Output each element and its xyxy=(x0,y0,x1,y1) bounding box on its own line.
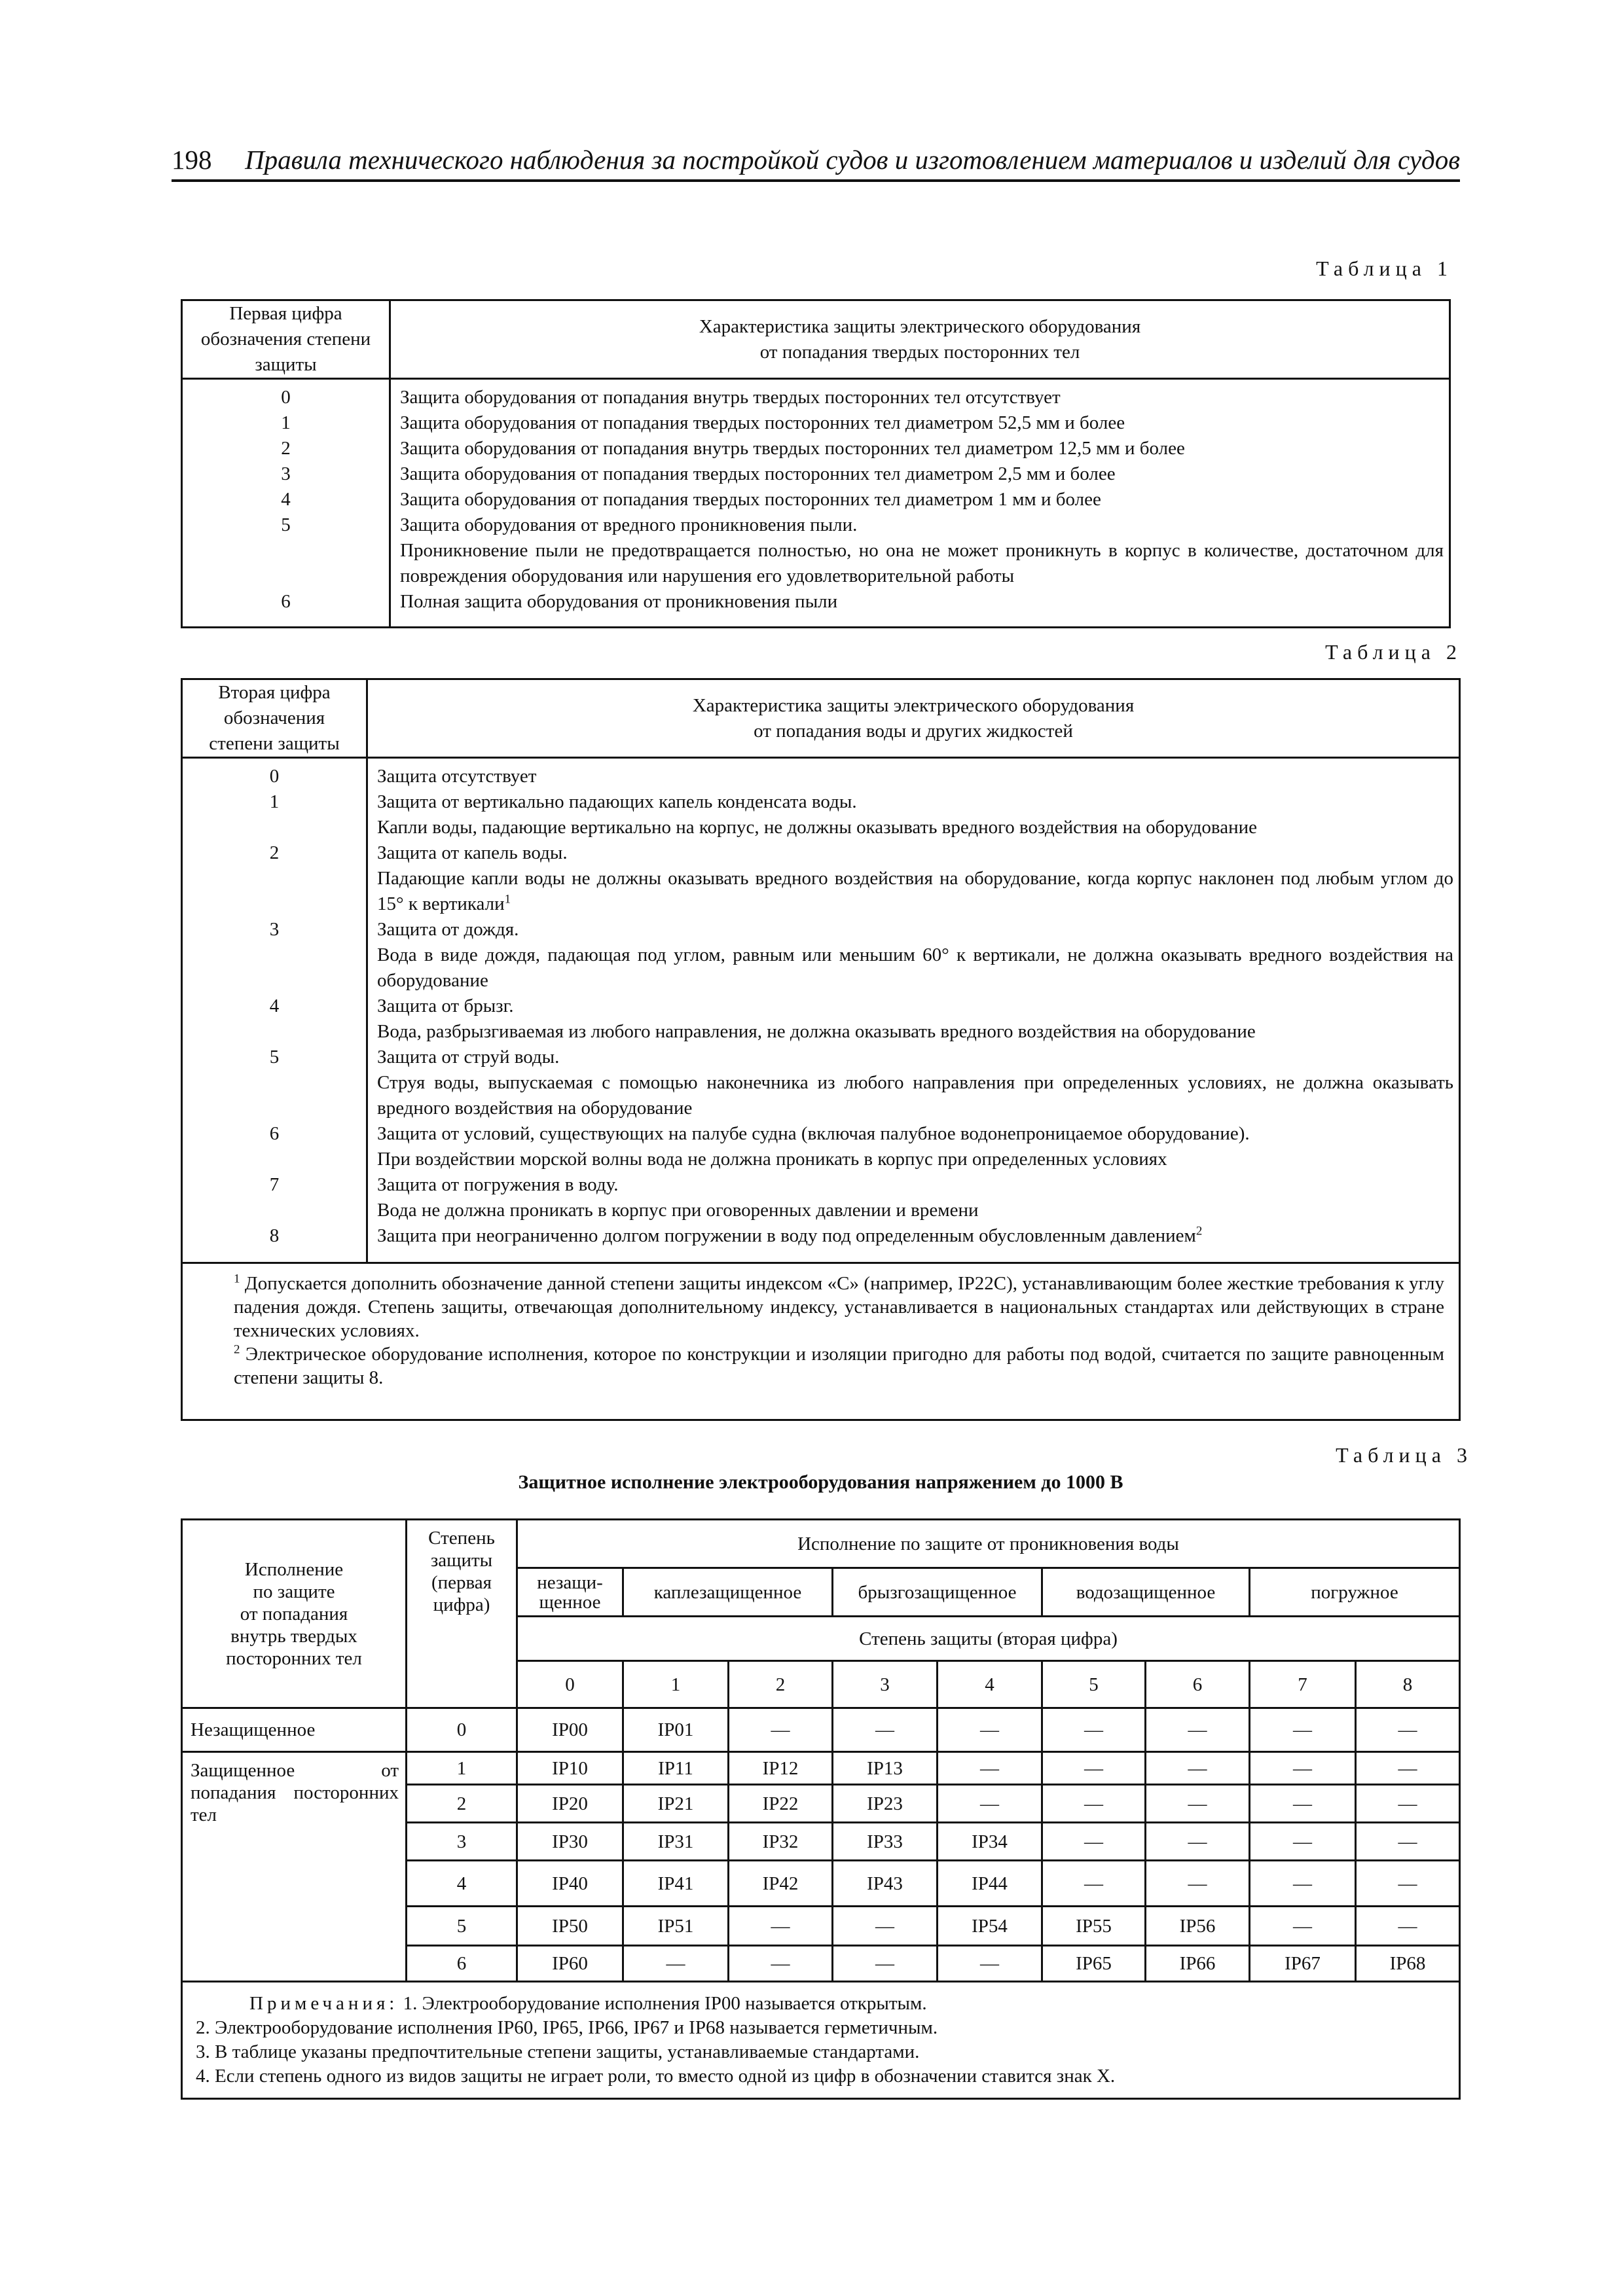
table3-caption: Таблица 3 xyxy=(1336,1443,1472,1467)
table2-row: Защита от брызг. xyxy=(377,996,514,1016)
table1-row: Проникновение пыли не предотвращается полностью, но она не может проникнуть в корпус в количестве, достаточном для повреждения оборудования или нарушения его удовлетворительной работы xyxy=(400,540,1444,586)
table3-group-submersible: погружное xyxy=(1250,1568,1460,1617)
table3-cell: IP42 xyxy=(729,1861,833,1907)
table2-text-column xyxy=(367,758,1460,1263)
table2-row: При воздействии морской волны вода не должна проникать в корпус при определенных условиях xyxy=(377,1149,1167,1170)
footnote-ref-2: 2 xyxy=(1195,1224,1203,1238)
table1-caption: Таблица 1 xyxy=(1316,257,1453,280)
table3-cell: IP56 xyxy=(1146,1907,1250,1946)
table3-cell: IP33 xyxy=(833,1823,938,1861)
table2-row: Капли воды, падающие вертикально на корпус, не должны оказывать вредного воздействия на оборудование xyxy=(377,817,1258,838)
footnote-ref-1: 1 xyxy=(504,892,511,906)
table3-cell: IP40 xyxy=(517,1861,623,1907)
table3-digit: 2 xyxy=(729,1661,833,1708)
table3-group-drip: каплезащищенное xyxy=(623,1568,833,1617)
table2-caption: Таблица 2 xyxy=(1325,640,1462,664)
table-row xyxy=(182,1708,1460,1752)
footnote-2: $^2$ Электрическое оборудование исполнения, которое по конструкции и изоляции пригодно для работы под водой, считается по защите равноценным степени защиты 8. xyxy=(234,1342,1444,1388)
table2-row: Защита отсутствует xyxy=(377,766,537,787)
table3-cell: 0 xyxy=(407,1708,517,1752)
table3-cell: IP32 xyxy=(729,1823,833,1861)
table2-row: Вода, разбрызгиваемая из любого направления, не должна оказывать вредного воздействия на оборудование xyxy=(377,1021,1256,1042)
table1-digit-column: 0 1 2 3 4 5 6 xyxy=(182,379,390,628)
running-title: Правила технического наблюдения за постройкой судов и изготовлением материалов и изделий для судов xyxy=(245,145,1460,175)
table3-group-unprotected: незащи- щенное xyxy=(517,1568,623,1617)
footnote-1: $^1$ Допускается дополнить обозначение данной степени защиты индексом «С» (например, IP22C), устанавливающим более жесткие требования к углу падения дождя. Степень защиты, отвечающая дополнительному индексу, устанавливается в национальных стандартах или действующих в стране технических условиях. xyxy=(234,1272,1444,1341)
table3-cell: — xyxy=(1356,1823,1460,1861)
table3-cell: — xyxy=(1042,1861,1146,1907)
table3-cell: — xyxy=(1356,1861,1460,1907)
table3-cell: — xyxy=(1042,1752,1146,1785)
table3-cell: IP51 xyxy=(623,1907,729,1946)
table3-cell: — xyxy=(1250,1708,1356,1752)
table3-cell: — xyxy=(1250,1785,1356,1823)
note: 4. Если степень одного из видов защиты не играет роли, то вместо одной из цифр в обозначении ставится знак X. xyxy=(196,2066,1116,2087)
table3-head-water: Исполнение по защите от проникновения воды xyxy=(517,1520,1460,1568)
table3-cell: — xyxy=(1146,1752,1250,1785)
table1 xyxy=(181,299,1451,628)
table3-cell: IP31 xyxy=(623,1823,729,1861)
note: 2. Электрооборудование исполнения IP60, IP65, IP66, IP67 и IP68 называется герметичным. xyxy=(196,2017,938,2038)
table3-cell: — xyxy=(833,1708,938,1752)
table3-cell: — xyxy=(1146,1708,1250,1752)
table3-cell: — xyxy=(1042,1708,1146,1752)
table3-title: Защитное исполнение электрооборудования напряжением до 1000 В xyxy=(518,1471,1123,1493)
table3-cell: — xyxy=(1042,1823,1146,1861)
table3-cell: — xyxy=(1250,1752,1356,1785)
table3-cell: — xyxy=(938,1752,1042,1785)
table3-cell: IP01 xyxy=(623,1708,729,1752)
table3-digit: 4 xyxy=(938,1661,1042,1708)
table3-cell: IP67 xyxy=(1250,1946,1356,1982)
table3-cell: — xyxy=(833,1946,938,1982)
table2-row: Защита от погружения в воду. xyxy=(377,1174,619,1195)
table3-digit: 1 xyxy=(623,1661,729,1708)
table3-cell: — xyxy=(1250,1907,1356,1946)
table3-cell: IP60 xyxy=(517,1946,623,1982)
table3-cell: IP43 xyxy=(833,1861,938,1907)
table2-head-characteristic: Характеристика защиты электрического оборудования от попадания воды и других жидкостей xyxy=(367,679,1460,758)
table3-head-second-digit: Степень защиты (вторая цифра) xyxy=(517,1617,1460,1661)
table3-digit: 6 xyxy=(1146,1661,1250,1708)
table1-row: Защита оборудования от попадания внутрь твердых посторонних тел отсутствует xyxy=(400,387,1061,408)
table3-cell: IP65 xyxy=(1042,1946,1146,1982)
table3-cell: — xyxy=(1356,1785,1460,1823)
table3-cell: IP34 xyxy=(938,1823,1042,1861)
table3-cell: IP20 xyxy=(517,1785,623,1823)
table2-row: Вода не должна проникать в корпус при оговоренных давлении и времени xyxy=(377,1200,979,1221)
table2-row: Защита при неограниченно долгом погружении в воду под определенным обусловленным давлением$^2$ xyxy=(377,1224,1203,1246)
table3-cell: — xyxy=(729,1946,833,1982)
table3-cell: — xyxy=(729,1708,833,1752)
table3-head-solids: Исполнение по защите от попадания внутрь твердых посторонних тел xyxy=(182,1520,407,1708)
table2-row: Вода в виде дождя, падающая под углом, равным или меньшим 60° к вертикали, не должна оказывать вредного воздействия на оборудование xyxy=(377,944,1453,991)
table3-cell: — xyxy=(833,1907,938,1946)
table3 xyxy=(181,1518,1461,2100)
table3-cell: IP11 xyxy=(623,1752,729,1785)
note: 3. В таблице указаны предпочтительные степени защиты, устанавливаемые стандартами. xyxy=(196,2041,920,2062)
table1-head-digit: Первая цифра обозначения степени защиты xyxy=(182,300,390,379)
table1-row: Защита оборудования от попадания внутрь твердых посторонних тел диаметром 12,5 мм и более xyxy=(400,438,1185,459)
table3-digit: 3 xyxy=(833,1661,938,1708)
table3-digit: 7 xyxy=(1250,1661,1356,1708)
page-header xyxy=(172,143,1460,182)
table3-cell: IP22 xyxy=(729,1785,833,1823)
table3-cell: — xyxy=(1042,1785,1146,1823)
table3-cell: IP12 xyxy=(729,1752,833,1785)
table3-digit: 8 xyxy=(1356,1661,1460,1708)
table3-cell: IP30 xyxy=(517,1823,623,1861)
table3-notes xyxy=(182,1982,1460,2099)
table3-cell: IP55 xyxy=(1042,1907,1146,1946)
table3-cell: — xyxy=(1250,1861,1356,1907)
table3-digit: 0 xyxy=(517,1661,623,1708)
table-row xyxy=(182,1752,1460,1785)
table3-cell: — xyxy=(938,1946,1042,1982)
table3-cell: IP00 xyxy=(517,1708,623,1752)
table1-row: Полная защита оборудования от проникновения пыли xyxy=(400,591,838,612)
table1-row: Защита оборудования от попадания твердых посторонних тел диаметром 2,5 мм и более xyxy=(400,463,1116,484)
table3-cell: IP68 xyxy=(1356,1946,1460,1982)
table1-row: Защита оборудования от попадания твердых посторонних тел диаметром 52,5 мм и более xyxy=(400,412,1125,433)
table2-row: Защита от условий, существующих на палубе судна (включая палубное водонепроницаемое оборудование). xyxy=(377,1123,1250,1144)
table3-cell: — xyxy=(938,1708,1042,1752)
table3-cell: — xyxy=(1146,1823,1250,1861)
table2-row: Защита от вертикально падающих капель конденсата воды. xyxy=(377,791,857,812)
table3-cell: IP10 xyxy=(517,1752,623,1785)
table3-cell: 1 xyxy=(407,1752,517,1785)
table1-head-characteristic: Характеристика защиты электрического оборудования от попадания твердых посторонних тел xyxy=(390,300,1450,379)
page-number: 198 xyxy=(172,145,212,175)
table1-row: Защита оборудования от вредного проникновения пыли. xyxy=(400,514,858,535)
table3-cell: IP13 xyxy=(833,1752,938,1785)
table2-digit-column: 0 1 2 3 4 5 6 7 8 xyxy=(182,758,367,1263)
notes-label: Примечания: xyxy=(249,1993,399,2014)
table2-head-digit: Вторая цифра обозначения степени защиты xyxy=(182,679,367,758)
table3-cell: — xyxy=(1250,1823,1356,1861)
table3-cell: 3 xyxy=(407,1823,517,1861)
table3-cell: IP66 xyxy=(1146,1946,1250,1982)
table3-row-label: Незащищенное xyxy=(182,1708,407,1752)
table3-cell: — xyxy=(1356,1708,1460,1752)
note: 1. Электрооборудование исполнения IP00 называется открытым. xyxy=(403,1993,927,2014)
table3-cell: 5 xyxy=(407,1907,517,1946)
table3-cell: IP41 xyxy=(623,1861,729,1907)
table2-row: Защита от дождя. xyxy=(377,919,519,940)
table3-cell: IP23 xyxy=(833,1785,938,1823)
table3-cell: IP54 xyxy=(938,1907,1042,1946)
table2-row: Струя воды, выпускаемая с помощью наконечника из любого направления при определенных условиях, не должна оказывать вредного воздействия на оборудование xyxy=(377,1072,1453,1119)
table2-row: Защита от капель воды. xyxy=(377,842,568,863)
table3-cell: — xyxy=(1146,1861,1250,1907)
table3-cell: — xyxy=(1146,1785,1250,1823)
table3-cell: 2 xyxy=(407,1785,517,1823)
table3-digit: 5 xyxy=(1042,1661,1146,1708)
table3-cell: 6 xyxy=(407,1946,517,1982)
table3-cell: IP21 xyxy=(623,1785,729,1823)
table3-cell: 4 xyxy=(407,1861,517,1907)
table3-cell: — xyxy=(729,1907,833,1946)
table2-footnotes xyxy=(182,1263,1460,1420)
table3-group-splash: брызгозащищенное xyxy=(833,1568,1042,1617)
table3-cell: — xyxy=(1356,1752,1460,1785)
table1-row: Защита оборудования от попадания твердых посторонних тел диаметром 1 мм и более xyxy=(400,489,1101,510)
table3-head-first-digit: Степень защиты (первая цифра) xyxy=(407,1520,517,1708)
table2-row: Падающие капли воды не должны оказывать вредного воздействия на оборудование, когда корпус наклонен под любым углом до 15° к вертикали$^1$ xyxy=(377,868,1453,914)
table3-cell: — xyxy=(623,1946,729,1982)
table3-group-water: водозащищенное xyxy=(1042,1568,1250,1617)
table2-row: Защита от струй воды. xyxy=(377,1047,560,1067)
table3-cell: IP50 xyxy=(517,1907,623,1946)
table2 xyxy=(181,678,1461,1421)
table3-cell: — xyxy=(938,1785,1042,1823)
table3-row-label: Защищенное от попадания посторонних тел xyxy=(182,1752,407,1982)
table1-text-column xyxy=(390,379,1450,628)
table3-cell: — xyxy=(1356,1907,1460,1946)
table3-cell: IP44 xyxy=(938,1861,1042,1907)
